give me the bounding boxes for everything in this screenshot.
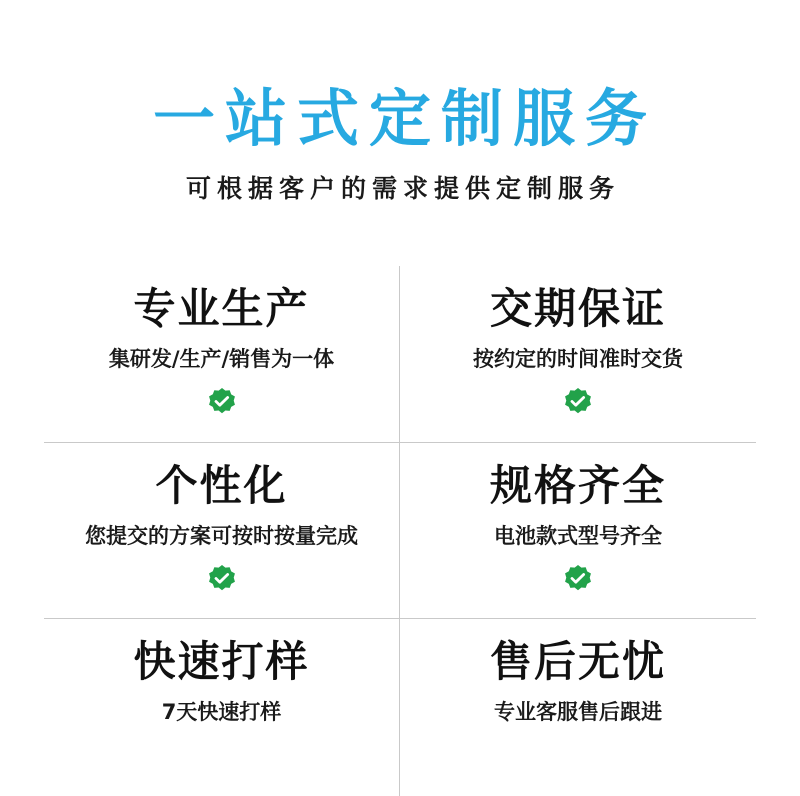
feature-check-wrap [400,387,756,417]
feature-description: 电池款式型号齐全 [494,523,662,548]
feature-cell-3 [44,443,400,620]
page-subtitle: 可根据客户的需求提供定制服务 [185,174,620,203]
feature-cell-1 [44,266,400,443]
check-badge-icon [563,564,593,594]
feature-title: 快速打样 [133,637,310,687]
page-header [0,0,800,201]
feature-check-wrap [44,564,399,594]
feature-grid [44,266,756,796]
check-badge-icon [563,387,593,417]
feature-description: 专业客服售后跟进 [494,700,662,725]
feature-title: 交期保证 [489,284,666,333]
feature-check-wrap [400,564,756,594]
check-badge-icon [207,387,237,417]
feature-cell-5 [44,619,400,796]
feature-description: 集研发/生产/销售为一体 [108,347,335,371]
feature-check-wrap [44,387,399,417]
feature-cell-4 [400,443,756,620]
page-title: 一站式定制服务 [152,82,657,155]
feature-description: 按约定的时间准时交货 [473,347,683,371]
feature-description: 您提交的方案可按时按量完成 [85,523,358,548]
feature-title: 专业生产 [133,284,310,333]
feature-title: 售后无忧 [489,637,666,687]
feature-cell-6 [400,619,756,796]
feature-description: 7天快速打样 [161,700,282,725]
feature-cell-2 [400,266,756,443]
feature-title: 个性化 [155,460,288,510]
check-badge-icon [207,564,237,594]
feature-title: 规格齐全 [489,460,666,510]
